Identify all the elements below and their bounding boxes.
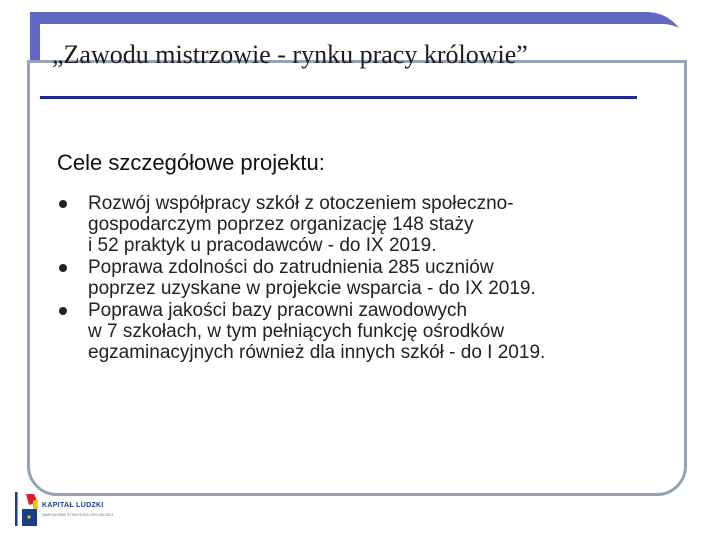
logo-bar <box>15 492 18 526</box>
bullet-dot-icon <box>59 307 67 315</box>
list-item <box>57 193 677 256</box>
bullet-text: Poprawa jakości bazy pracowni zawodowych w 7 szkołach, w tym pełniących funkcję ośrodków egzaminacyjnych również dla innych szkół - do I 2019. <box>88 300 546 363</box>
list-item <box>57 257 677 299</box>
logo-name: KAPITAŁ LUDZKI <box>42 502 104 509</box>
slide-subtitle: Cele szczegółowe projektu: <box>57 150 325 175</box>
bullet-text: Rozwój współpracy szkół z otoczeniem społeczno- gospodarczym poprzez organizację 148 staży i 52 praktyk u pracodawców - do IX 2019. <box>88 193 514 256</box>
kapital-ludzki-logo <box>14 489 134 531</box>
slide-title: „Zawodu mistrzowie - rynku pracy królowie” <box>52 40 528 69</box>
bullet-list <box>57 193 677 364</box>
bullet-dot-icon <box>59 200 67 208</box>
title-underline <box>40 96 637 99</box>
list-item <box>57 300 677 363</box>
logo-star-icon <box>27 515 30 518</box>
bullet-text: Poprawa zdolności do zatrudnienia 285 uczniów poprzez uzyskane w projekcie wsparcia - do IX 2019. <box>88 257 536 299</box>
bullet-dot-icon <box>59 264 67 272</box>
logo-tagline: NARODOWA STRATEGIA SPÓJNOŚCI <box>42 512 114 517</box>
